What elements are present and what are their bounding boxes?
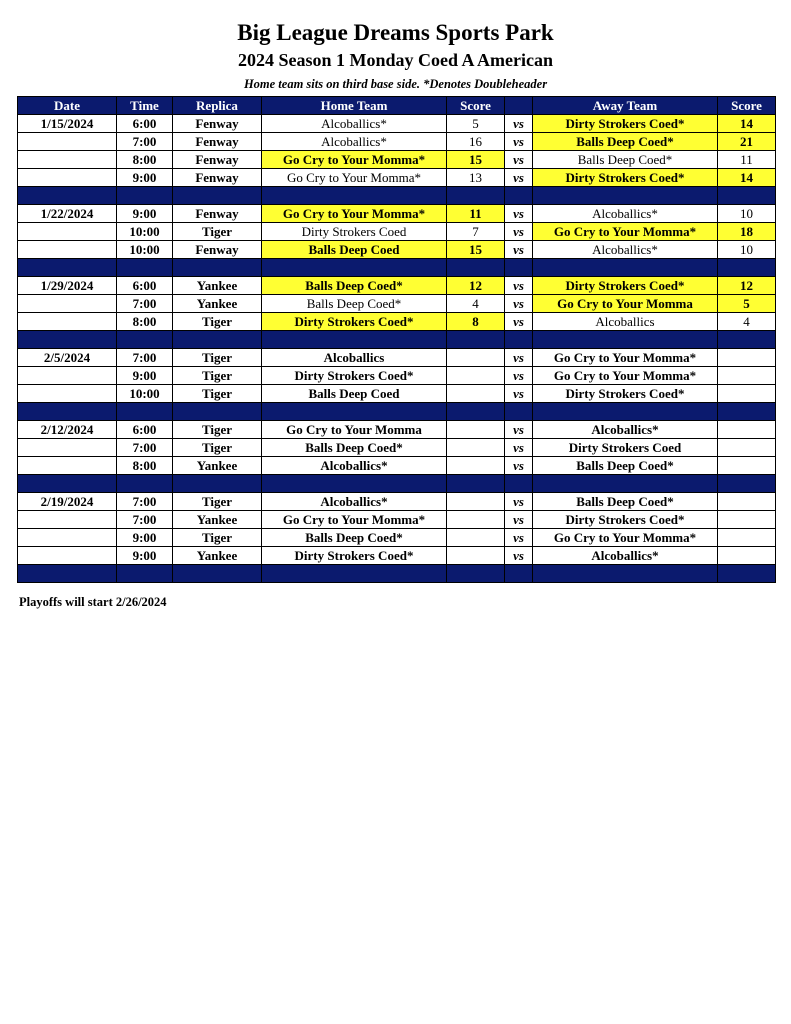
separator-cell — [447, 403, 505, 421]
time-cell: 7:00 — [117, 493, 173, 511]
field-cell: Fenway — [173, 205, 262, 223]
vs-cell: vs — [505, 277, 533, 295]
separator-cell — [173, 331, 262, 349]
home-team-cell: Balls Deep Coed — [262, 385, 447, 403]
game-row — [18, 151, 776, 169]
vs-cell: vs — [505, 313, 533, 331]
separator-cell — [505, 259, 533, 277]
separator-cell — [117, 259, 173, 277]
separator-cell — [447, 331, 505, 349]
date-cell: 1/29/2024 — [18, 277, 117, 295]
header-vs — [505, 97, 533, 115]
home-team-cell: Balls Deep Coed — [262, 241, 447, 259]
separator-cell — [533, 331, 718, 349]
separator-cell — [173, 565, 262, 583]
time-cell: 7:00 — [117, 295, 173, 313]
separator-cell — [447, 259, 505, 277]
field-cell: Fenway — [173, 151, 262, 169]
time-cell: 10:00 — [117, 223, 173, 241]
time-cell: 6:00 — [117, 421, 173, 439]
game-row — [18, 367, 776, 385]
field-cell: Tiger — [173, 385, 262, 403]
home-team-cell: Alcoballics* — [262, 133, 447, 151]
vs-cell: vs — [505, 349, 533, 367]
field-cell: Yankee — [173, 277, 262, 295]
field-cell: Yankee — [173, 295, 262, 313]
separator-cell — [173, 475, 262, 493]
separator-cell — [18, 331, 117, 349]
separator-cell — [18, 259, 117, 277]
date-cell — [18, 151, 117, 169]
separator-cell — [173, 259, 262, 277]
separator-cell — [262, 403, 447, 421]
away-score-cell: 5 — [718, 295, 776, 313]
time-cell: 9:00 — [117, 169, 173, 187]
home-team-cell: Go Cry to Your Momma* — [262, 205, 447, 223]
away-team-cell: Dirty Strokers Coed* — [533, 511, 718, 529]
game-row — [18, 277, 776, 295]
separator-cell — [117, 331, 173, 349]
date-cell — [18, 223, 117, 241]
separator-cell — [262, 475, 447, 493]
home-score-cell: 4 — [447, 295, 505, 313]
field-cell: Tiger — [173, 439, 262, 457]
week-separator-row — [18, 565, 776, 583]
away-team-cell: Alcoballics* — [533, 547, 718, 565]
header-time: Time — [117, 97, 173, 115]
field-cell: Fenway — [173, 169, 262, 187]
game-row — [18, 529, 776, 547]
separator-cell — [262, 259, 447, 277]
separator-cell — [447, 565, 505, 583]
field-cell: Fenway — [173, 241, 262, 259]
date-cell — [18, 295, 117, 313]
home-score-cell: 11 — [447, 205, 505, 223]
separator-cell — [533, 187, 718, 205]
separator-cell — [718, 565, 776, 583]
time-cell: 6:00 — [117, 277, 173, 295]
time-cell: 10:00 — [117, 241, 173, 259]
vs-cell: vs — [505, 385, 533, 403]
date-cell — [18, 511, 117, 529]
away-score-cell — [718, 367, 776, 385]
away-score-cell — [718, 529, 776, 547]
separator-cell — [117, 475, 173, 493]
home-score-cell — [447, 349, 505, 367]
home-team-cell: Dirty Strokers Coed* — [262, 313, 447, 331]
playoffs-note: Playoffs will start 2/26/2024 — [19, 595, 167, 609]
time-cell: 8:00 — [117, 457, 173, 475]
away-team-cell: Dirty Strokers Coed* — [533, 277, 718, 295]
away-score-cell — [718, 421, 776, 439]
week-separator-row — [18, 187, 776, 205]
time-cell: 9:00 — [117, 205, 173, 223]
header-away-score: Score — [718, 97, 776, 115]
separator-cell — [505, 331, 533, 349]
field-cell: Tiger — [173, 367, 262, 385]
home-score-cell — [447, 493, 505, 511]
game-row — [18, 313, 776, 331]
separator-cell — [18, 187, 117, 205]
game-row — [18, 385, 776, 403]
vs-cell: vs — [505, 241, 533, 259]
date-cell: 2/12/2024 — [18, 421, 117, 439]
vs-cell: vs — [505, 223, 533, 241]
home-team-cell: Alcoballics — [262, 349, 447, 367]
away-score-cell — [718, 385, 776, 403]
home-team-cell: Go Cry to Your Momma — [262, 421, 447, 439]
game-row — [18, 421, 776, 439]
vs-cell: vs — [505, 169, 533, 187]
separator-cell — [18, 403, 117, 421]
header-field: Replica — [173, 97, 262, 115]
vs-cell: vs — [505, 457, 533, 475]
home-team-cell: Go Cry to Your Momma* — [262, 511, 447, 529]
field-cell: Fenway — [173, 115, 262, 133]
week-separator-row — [18, 403, 776, 421]
separator-cell — [18, 565, 117, 583]
away-score-cell — [718, 349, 776, 367]
field-cell: Fenway — [173, 133, 262, 151]
field-cell: Tiger — [173, 313, 262, 331]
home-score-cell: 15 — [447, 151, 505, 169]
home-score-cell — [447, 439, 505, 457]
separator-cell — [505, 565, 533, 583]
game-row — [18, 115, 776, 133]
field-cell: Tiger — [173, 493, 262, 511]
time-cell: 8:00 — [117, 151, 173, 169]
header-home-score: Score — [447, 97, 505, 115]
home-score-cell: 13 — [447, 169, 505, 187]
game-row — [18, 439, 776, 457]
away-score-cell: 21 — [718, 133, 776, 151]
vs-cell: vs — [505, 547, 533, 565]
vs-cell: vs — [505, 511, 533, 529]
separator-cell — [447, 475, 505, 493]
home-score-cell — [447, 367, 505, 385]
date-cell — [18, 133, 117, 151]
field-cell: Yankee — [173, 511, 262, 529]
separator-cell — [718, 475, 776, 493]
date-cell: 1/15/2024 — [18, 115, 117, 133]
away-team-cell: Balls Deep Coed* — [533, 493, 718, 511]
game-row — [18, 511, 776, 529]
vs-cell: vs — [505, 205, 533, 223]
game-row — [18, 457, 776, 475]
game-row — [18, 295, 776, 313]
page-subtitle: 2024 Season 1 Monday Coed A American — [237, 50, 554, 70]
separator-cell — [18, 475, 117, 493]
away-team-cell: Balls Deep Coed* — [533, 133, 718, 151]
home-score-cell — [447, 457, 505, 475]
date-cell — [18, 241, 117, 259]
date-cell — [18, 313, 117, 331]
time-cell: 7:00 — [117, 511, 173, 529]
game-row — [18, 349, 776, 367]
time-cell: 9:00 — [117, 529, 173, 547]
date-cell — [18, 457, 117, 475]
separator-cell — [505, 475, 533, 493]
home-team-cell: Balls Deep Coed* — [262, 439, 447, 457]
time-cell: 9:00 — [117, 367, 173, 385]
separator-cell — [117, 187, 173, 205]
home-team-cell: Balls Deep Coed* — [262, 295, 447, 313]
away-score-cell: 14 — [718, 115, 776, 133]
separator-cell — [718, 259, 776, 277]
home-team-cell: Dirty Strokers Coed* — [262, 547, 447, 565]
home-score-cell — [447, 529, 505, 547]
vs-cell: vs — [505, 529, 533, 547]
vs-cell: vs — [505, 151, 533, 169]
away-team-cell: Alcoballics — [533, 313, 718, 331]
vs-cell: vs — [505, 421, 533, 439]
schedule-table — [17, 96, 776, 583]
separator-cell — [173, 187, 262, 205]
time-cell: 7:00 — [117, 133, 173, 151]
header-home-team: Home Team — [262, 97, 447, 115]
separator-cell — [262, 331, 447, 349]
vs-cell: vs — [505, 493, 533, 511]
schedule-note: Home team sits on third base side. *Denotes Doubleheader — [243, 77, 548, 91]
time-cell: 7:00 — [117, 439, 173, 457]
game-row — [18, 169, 776, 187]
home-score-cell: 12 — [447, 277, 505, 295]
home-score-cell: 8 — [447, 313, 505, 331]
away-score-cell — [718, 511, 776, 529]
home-team-cell: Balls Deep Coed* — [262, 277, 447, 295]
week-separator-row — [18, 331, 776, 349]
away-team-cell: Balls Deep Coed* — [533, 457, 718, 475]
separator-cell — [262, 565, 447, 583]
date-cell — [18, 385, 117, 403]
away-score-cell: 10 — [718, 205, 776, 223]
date-cell — [18, 439, 117, 457]
home-team-cell: Alcoballics* — [262, 115, 447, 133]
date-cell — [18, 169, 117, 187]
field-cell: Tiger — [173, 223, 262, 241]
header-away-team: Away Team — [533, 97, 718, 115]
away-team-cell: Dirty Strokers Coed* — [533, 385, 718, 403]
away-team-cell: Go Cry to Your Momma* — [533, 529, 718, 547]
away-score-cell: 4 — [718, 313, 776, 331]
away-score-cell — [718, 439, 776, 457]
home-team-cell: Alcoballics* — [262, 493, 447, 511]
header-date: Date — [18, 97, 117, 115]
game-row — [18, 547, 776, 565]
time-cell: 9:00 — [117, 547, 173, 565]
home-team-cell: Dirty Strokers Coed — [262, 223, 447, 241]
game-row — [18, 241, 776, 259]
away-score-cell — [718, 493, 776, 511]
separator-cell — [505, 187, 533, 205]
schedule-body — [18, 115, 776, 583]
away-score-cell: 14 — [718, 169, 776, 187]
separator-cell — [718, 187, 776, 205]
game-row — [18, 133, 776, 151]
away-team-cell: Go Cry to Your Momma* — [533, 367, 718, 385]
away-score-cell — [718, 547, 776, 565]
time-cell: 10:00 — [117, 385, 173, 403]
home-team-cell: Balls Deep Coed* — [262, 529, 447, 547]
home-score-cell — [447, 385, 505, 403]
field-cell: Yankee — [173, 547, 262, 565]
home-score-cell — [447, 547, 505, 565]
separator-cell — [718, 403, 776, 421]
home-team-cell: Dirty Strokers Coed* — [262, 367, 447, 385]
away-team-cell: Go Cry to Your Momma — [533, 295, 718, 313]
away-team-cell: Dirty Strokers Coed* — [533, 169, 718, 187]
field-cell: Tiger — [173, 349, 262, 367]
date-cell: 2/5/2024 — [18, 349, 117, 367]
week-separator-row — [18, 259, 776, 277]
separator-cell — [533, 259, 718, 277]
vs-cell: vs — [505, 133, 533, 151]
home-score-cell — [447, 511, 505, 529]
page-title: Big League Dreams Sports Park — [237, 20, 554, 45]
game-row — [18, 205, 776, 223]
home-score-cell: 7 — [447, 223, 505, 241]
separator-cell — [533, 403, 718, 421]
away-score-cell: 12 — [718, 277, 776, 295]
home-team-cell: Alcoballics* — [262, 457, 447, 475]
separator-cell — [117, 565, 173, 583]
away-score-cell: 11 — [718, 151, 776, 169]
time-cell: 8:00 — [117, 313, 173, 331]
away-team-cell: Go Cry to Your Momma* — [533, 349, 718, 367]
separator-cell — [173, 403, 262, 421]
away-team-cell: Dirty Strokers Coed* — [533, 115, 718, 133]
away-team-cell: Balls Deep Coed* — [533, 151, 718, 169]
field-cell: Tiger — [173, 421, 262, 439]
separator-cell — [447, 187, 505, 205]
home-team-cell: Go Cry to Your Momma* — [262, 169, 447, 187]
away-team-cell: Dirty Strokers Coed — [533, 439, 718, 457]
separator-cell — [533, 475, 718, 493]
date-cell: 1/22/2024 — [18, 205, 117, 223]
separator-cell — [117, 403, 173, 421]
time-cell: 7:00 — [117, 349, 173, 367]
home-score-cell: 16 — [447, 133, 505, 151]
away-team-cell: Alcoballics* — [533, 421, 718, 439]
separator-cell — [262, 187, 447, 205]
time-cell: 6:00 — [117, 115, 173, 133]
vs-cell: vs — [505, 295, 533, 313]
away-score-cell: 10 — [718, 241, 776, 259]
date-cell: 2/19/2024 — [18, 493, 117, 511]
away-team-cell: Alcoballics* — [533, 205, 718, 223]
separator-cell — [718, 331, 776, 349]
home-score-cell: 15 — [447, 241, 505, 259]
home-score-cell: 5 — [447, 115, 505, 133]
date-cell — [18, 529, 117, 547]
away-team-cell: Go Cry to Your Momma* — [533, 223, 718, 241]
game-row — [18, 223, 776, 241]
vs-cell: vs — [505, 115, 533, 133]
home-score-cell — [447, 421, 505, 439]
week-separator-row — [18, 475, 776, 493]
game-row — [18, 493, 776, 511]
field-cell: Yankee — [173, 457, 262, 475]
field-cell: Tiger — [173, 529, 262, 547]
header-row — [18, 97, 776, 115]
vs-cell: vs — [505, 367, 533, 385]
separator-cell — [533, 565, 718, 583]
home-team-cell: Go Cry to Your Momma* — [262, 151, 447, 169]
date-cell — [18, 547, 117, 565]
away-score-cell: 18 — [718, 223, 776, 241]
away-team-cell: Alcoballics* — [533, 241, 718, 259]
away-score-cell — [718, 457, 776, 475]
separator-cell — [505, 403, 533, 421]
vs-cell: vs — [505, 439, 533, 457]
date-cell — [18, 367, 117, 385]
